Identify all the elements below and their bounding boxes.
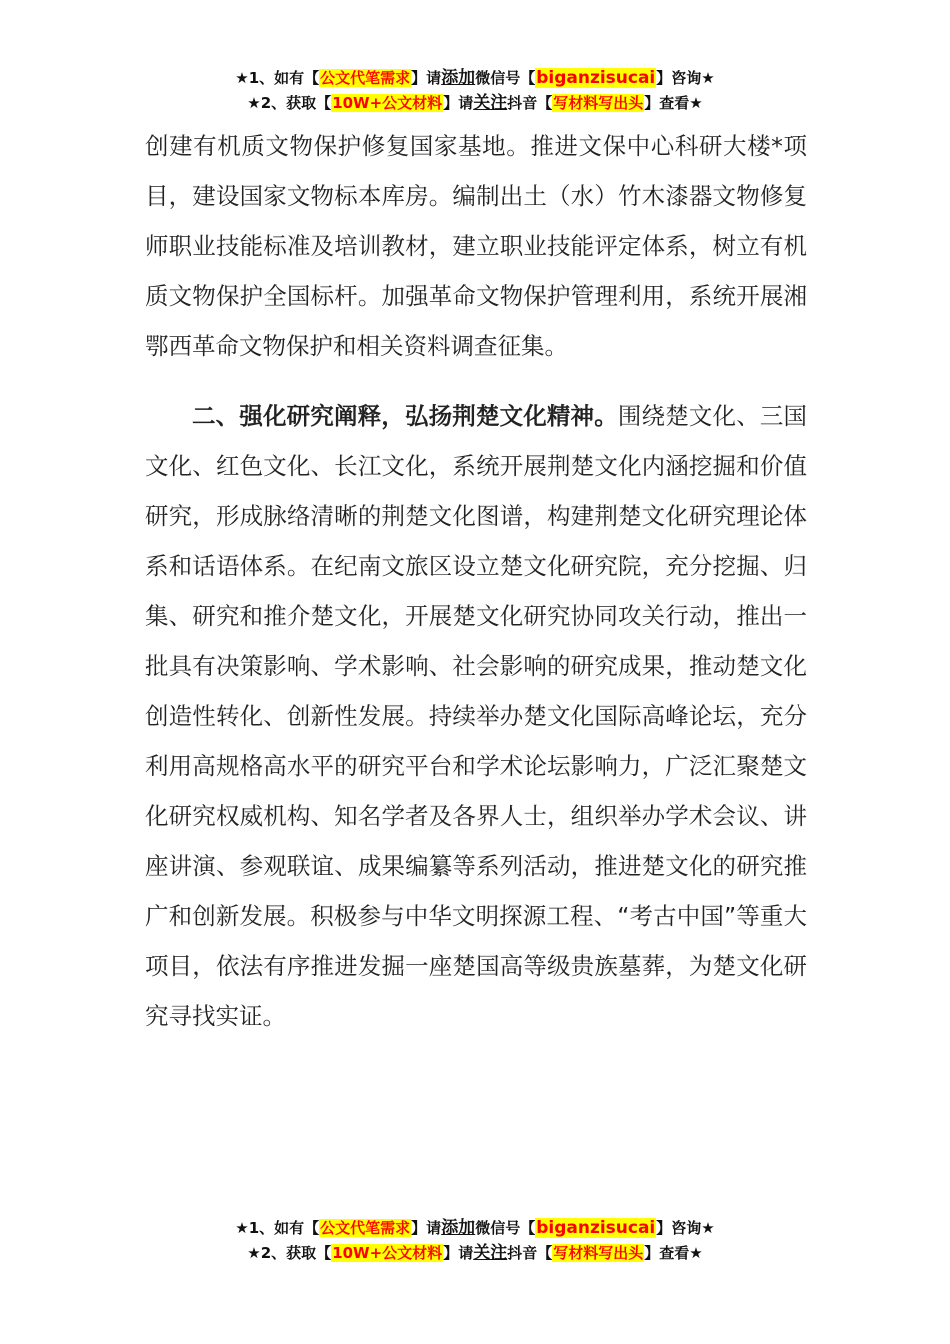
banner-text: 1、如有【 (248, 69, 320, 87)
highlight-service: 公文代笔需求 (320, 1219, 411, 1237)
paragraph-2 (145, 391, 807, 1041)
star-icon: ★ (235, 1219, 249, 1237)
paragraph-2-text: 围绕楚文化、三国文化、红色文化、长江文化，系统开展荆楚文化内涵挖掘和价值研究，形成脉络清晰的荆楚文化图谱，构建荆楚文化研究理论体系和话语体系。在纪南文旅区设立楚文化研究院，充分挖掘、归集、研究和推介楚文化，开展楚文化研究协同攻关行动，推出一批具有决策影响、学术影响、社会影响的研究成果，推动楚文化创造性转化、创新性发展。持续举办楚文化国际高峰论坛，充分利用高规格高水平的研究平台和学术论坛影响力，广泛汇聚楚文化研究权威机构、知名学者及各界人士，组织举办学术会议、讲座讲演、参观联谊、成果编纂等系列活动，推进楚文化的研究推广和创新发展。积极参与中华文明探源工程、“考古中国”等重大项目，依法有序推进发掘一座楚国高等级贵族墓葬，为楚文化研究寻找实证。 (145, 402, 808, 1030)
banner-line-2 (0, 1241, 950, 1266)
section-heading: 二、强化研究阐释，弘扬荆楚文化精神。 (192, 402, 618, 430)
highlight-douyin: 写材料写出头 (553, 94, 644, 112)
highlight-douyin: 写材料写出头 (553, 1244, 644, 1262)
header-banner (0, 66, 950, 116)
banner-text: 抖音【 (507, 1244, 553, 1262)
star-icon: ★ (247, 94, 261, 112)
highlight-materials: 10W+公文材料 (332, 1244, 443, 1262)
banner-text: 】请 (411, 1219, 442, 1237)
star-icon: ★ (235, 69, 249, 87)
star-icon: ★ (689, 94, 703, 112)
banner-text: 微信号【 (475, 1219, 536, 1237)
highlight-wechat-id: biganzisucai (536, 68, 656, 88)
star-icon: ★ (701, 69, 715, 87)
highlight-materials: 10W+公文材料 (332, 94, 443, 112)
underlined-text: 添加 (441, 1218, 476, 1238)
underlined-text: 关注 (473, 1243, 508, 1263)
document-body (145, 121, 807, 1041)
star-icon: ★ (689, 1244, 703, 1262)
banner-line-1 (0, 1216, 950, 1241)
banner-text: 】请 (411, 69, 442, 87)
star-icon: ★ (247, 1244, 261, 1262)
banner-text: 2、获取【 (260, 1244, 332, 1262)
banner-text: 】查看 (644, 1244, 690, 1262)
banner-text: 1、如有【 (248, 1219, 320, 1237)
paragraph-1: 创建有机质文物保护修复国家基地。推进文保中心科研大楼*项目，建设国家文物标本库房。编制出土（水）竹木漆器文物修复师职业技能标准及培训教材，建立职业技能评定体系，树立有机质文物保护全国标杆。加强革命文物保护管理利用，系统开展湘鄂西革命文物保护和相关资料调查征集。 (145, 132, 807, 360)
footer-banner (0, 1216, 950, 1266)
banner-text: 】咨询 (656, 1219, 702, 1237)
banner-text: 微信号【 (475, 69, 536, 87)
banner-line-1 (0, 66, 950, 91)
highlight-service: 公文代笔需求 (320, 69, 411, 87)
banner-text: 】请 (443, 94, 474, 112)
banner-text: 】咨询 (656, 69, 702, 87)
banner-line-2 (0, 91, 950, 116)
star-icon: ★ (701, 1219, 715, 1237)
banner-text: 】查看 (644, 94, 690, 112)
underlined-text: 添加 (441, 68, 476, 88)
banner-text: 】请 (443, 1244, 474, 1262)
underlined-text: 关注 (473, 93, 508, 113)
highlight-wechat-id: biganzisucai (536, 1218, 656, 1238)
banner-text: 2、获取【 (260, 94, 332, 112)
banner-text: 抖音【 (507, 94, 553, 112)
